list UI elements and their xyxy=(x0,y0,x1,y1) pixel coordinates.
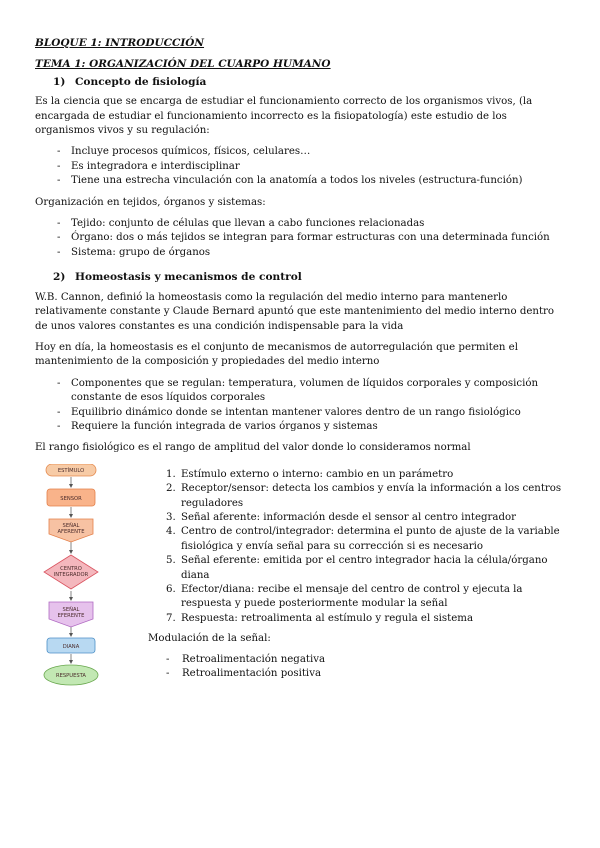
block-title: BLOQUE 1: INTRODUCCIÓN xyxy=(35,37,205,49)
modulation-title: Modulación de la señal: xyxy=(148,633,271,645)
list-item: - Órgano: dos o más tejidos se integran para formar estructuras con una determinada función xyxy=(35,231,567,245)
section-2-heading xyxy=(35,270,567,284)
list-item: - Sistema: grupo de órganos xyxy=(35,246,567,260)
section-1-number: 1) xyxy=(53,75,66,88)
svg-text:EFERENTE: EFERENTE xyxy=(57,612,85,619)
topic-title: TEMA 1: ORGANIZACIÓN DEL CUARPO HUMANO xyxy=(35,58,331,71)
list-item: - Retroalimentación positiva xyxy=(166,667,566,681)
section-1-intro: Es la ciencia que se encarga de estudiar el funcionamiento correcto de los organismos vivos, (la encargada de estudiar el funcionamiento incorrecto es la fisiopatología) este estudio de los organismos vivos y su regulación: xyxy=(35,96,533,137)
list-item: - Requiere la función integrada de varios órganos y sistemas xyxy=(35,420,567,434)
homeostasis-definition: W.B. Cannon, definió la homeostasis como la regulación del medio interno para mantenerlo relativamente constante y Claude Bernard apuntó que este mantenimiento del medio interno dentro de unos valores constantes es una condición indispensable para la vida xyxy=(35,291,555,332)
document-page xyxy=(35,36,567,699)
svg-text:CENTRO: CENTRO xyxy=(60,565,82,572)
list-item: - Componentes que se regulan: temperatura, volumen de líquidos corporales y composición constante de esos líquidos corporales xyxy=(35,377,567,406)
svg-text:SEÑAL: SEÑAL xyxy=(62,522,80,529)
svg-text:AFERENTE: AFERENTE xyxy=(57,528,85,535)
organization-list xyxy=(35,217,567,260)
svg-text:RESPUESTA: RESPUESTA xyxy=(56,672,86,679)
target-box xyxy=(47,638,95,653)
svg-text:DIANA: DIANA xyxy=(62,643,80,650)
control-steps xyxy=(148,468,566,682)
section-2-title: Homeostasis y mecanismos de control xyxy=(75,271,302,284)
svg-text:SEÑAL: SEÑAL xyxy=(62,606,80,613)
homeostasis-today: Hoy en día, la homeostasis es el conjunto de mecanismos de autorregulación que permiten el mantenimiento de la composición y propiedades del medio interno xyxy=(35,341,518,368)
section-1-list xyxy=(35,145,567,188)
section-2-list xyxy=(35,377,567,435)
control-loop-diagram xyxy=(41,464,101,699)
list-item: 2. Receptor/sensor: detecta los cambios y envía la información a los centros reguladores xyxy=(166,483,562,509)
section-1-heading xyxy=(35,75,567,89)
list-item: 1. Estímulo externo o interno: cambio en un parámetro xyxy=(166,468,454,480)
svg-text:SENSOR: SENSOR xyxy=(60,495,82,502)
svg-text:INTEGRADOR: INTEGRADOR xyxy=(53,571,89,578)
modulation-list xyxy=(166,653,566,682)
list-item: - Equilibrio dinámico donde se intentan mantener valores dentro de un rango fisiológico xyxy=(35,406,567,420)
svg-text:ESTÍMULO: ESTÍMULO xyxy=(57,467,85,474)
list-item: - Retroalimentación negativa xyxy=(166,653,566,667)
list-item: 7. Respuesta: retroalimenta al estímulo y regula el sistema xyxy=(166,612,474,624)
stimulus-box xyxy=(46,464,96,476)
list-item: - Incluye procesos químicos, físicos, celulares… xyxy=(35,145,567,159)
list-item: - Es integradora e interdisciplinar xyxy=(35,160,567,174)
afferent-signal-box xyxy=(49,519,93,542)
organization-intro: Organización en tejidos, órganos y sistemas: xyxy=(35,196,266,208)
list-item: - Tiene una estrecha vinculación con la anatomía a todos los niveles (estructura-función) xyxy=(35,174,567,188)
list-item: - Tejido: conjunto de células que llevan a cabo funciones relacionadas xyxy=(35,217,567,231)
integrating-center-box xyxy=(44,555,98,589)
list-item: 4. Centro de control/integrador: determina el punto de ajuste de la variable fisiológica y envía señal para su corrección si es necesario xyxy=(166,526,560,552)
list-item: 5. Señal eferente: emitida por el centro integrador hacia la célula/órgano diana xyxy=(166,555,548,581)
efferent-signal-box xyxy=(49,602,93,627)
response-box xyxy=(44,665,98,685)
physiological-range: El rango fisiológico es el rango de amplitud del valor donde lo consideramos normal xyxy=(35,442,471,454)
steps-list xyxy=(166,468,566,626)
section-2-number: 2) xyxy=(53,271,66,284)
section-1-title: Concepto de fisiología xyxy=(75,75,207,88)
sensor-box xyxy=(47,489,95,506)
list-item: 3. Señal aferente: información desde el sensor al centro integrador xyxy=(166,511,517,523)
control-loop-section xyxy=(35,464,567,699)
list-item: 6. Efector/diana: recibe el mensaje del centro de control y ejecuta la respuesta y puede posteriormente modular la señal xyxy=(166,584,523,610)
